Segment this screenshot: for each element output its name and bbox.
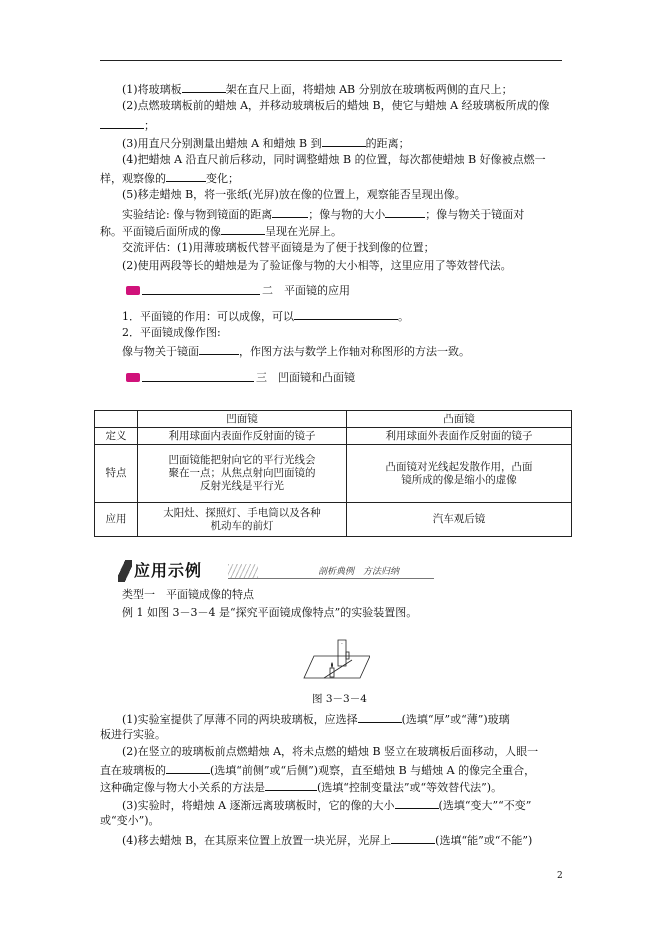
table-row-label: 特点	[95, 445, 138, 503]
table-row	[95, 428, 572, 445]
step1-text-a: (1)将玻璃板	[122, 83, 182, 96]
section2-item2: 2．平面镜成像作图:	[122, 326, 221, 339]
step3-line	[122, 135, 410, 151]
step4-blank[interactable]	[166, 170, 206, 182]
q4-blank[interactable]	[391, 832, 435, 844]
step1-text-b: 架在直尺上面，将蜡烛 AB 分别放在玻璃板两侧的直尺上；	[225, 83, 513, 96]
experiment-figure	[300, 630, 370, 686]
table-cell: 汽车观后镜	[347, 503, 572, 537]
step2-blank[interactable]	[100, 117, 144, 129]
question2-line3	[100, 779, 502, 795]
conclusion-text-b: ；像与物的大小	[308, 208, 386, 221]
table-header-concave: 凹面镜	[138, 411, 347, 428]
step4-text-a: 样，观察像的	[100, 172, 166, 185]
step5-line: (5)移走蜡烛 B，将一张纸(光屏)放在像的位置上，观察能否呈现出像。	[122, 188, 466, 201]
figure-caption: 图 3－3－4	[312, 693, 367, 705]
section-marker-icon	[126, 286, 140, 295]
q4-text-a: (4)移去蜡烛 B，在其原来位置上放置一块光屏，光屏上	[122, 834, 392, 847]
question1-line1	[122, 711, 510, 727]
section2-item2-text-a: 像与物关于镜面	[122, 345, 199, 358]
banner-rule	[228, 578, 434, 579]
section2-item2-text-b: ，作图方法与数学上作轴对称图形的方法一致。	[239, 345, 470, 358]
step3-blank[interactable]	[322, 135, 366, 147]
q2-text-c: 这种确定像与物大小关系的方法是	[100, 781, 265, 794]
example-type-label: 类型一 平面镜成像的特点	[122, 588, 254, 601]
table-row-label: 定义	[95, 428, 138, 445]
evaluation-line2: (2)使用两段等长的蜡烛是为了验证像与物的大小相等，这里应用了等效替代法。	[122, 259, 512, 272]
section-banner	[118, 558, 434, 584]
q2-blank-2[interactable]	[265, 779, 317, 791]
table-header-row	[95, 411, 572, 428]
conclusion-text-a: 实验结论: 像与物到镜面的距离	[122, 208, 273, 221]
q3-blank[interactable]	[395, 797, 439, 809]
step1-line	[122, 81, 513, 97]
section2-item1-text-b: 。	[398, 310, 409, 323]
banner-title: 应用示例	[134, 561, 203, 580]
table-cell: 太阳灶、探照灯、手电筒以及各种机动车的前灯	[138, 503, 347, 537]
table-cell: 凹面镜能把射向它的平行光线会聚在一点；从焦点射向凹面镜的反射光线是平行光	[138, 445, 347, 503]
step3-text-b: 的距离；	[365, 137, 410, 150]
question4-line1	[122, 832, 532, 848]
question3-line2: 或“变小”)。	[100, 814, 160, 827]
q2-text-b: (选填“前侧”或“后侧”)观察，直至蜡烛 B 与蜡烛 A 的像完全重合，	[210, 764, 536, 777]
step2-line1: (2)点燃玻璃板前的蜡烛 A，并移动玻璃板后的蜡烛 B，使它与蜡烛 A 经玻璃板所成的像	[122, 99, 550, 112]
step2-line2	[100, 117, 155, 133]
q3-text-b: (选填“变大”“不变”	[438, 799, 532, 812]
q1-blank[interactable]	[358, 711, 402, 723]
question2-line2	[100, 762, 535, 778]
question1-line2: 板进行实验。	[100, 728, 166, 741]
section2-item2-blank[interactable]	[199, 343, 239, 355]
banner-slogan: 剖析典例 方法归纳	[318, 567, 400, 577]
conclusion-text-c: ；像与物关于镜面对	[425, 208, 525, 221]
table-header-cell	[95, 411, 138, 428]
section2-item1-blank[interactable]	[294, 308, 398, 320]
page-number: 2	[557, 871, 563, 881]
step4-line1: (4)把蜡烛 A 沿直尺前后移动，同时调整蜡烛 B 的位置，每次都使蜡烛 B 好像被点燃一	[122, 153, 546, 166]
section3-title: 三 凹面镜和凸面镜	[256, 371, 355, 384]
q4-text-b: (选填“能”或“不能”)	[435, 834, 533, 847]
conclusion-line1	[122, 206, 524, 222]
step2-end: ；	[144, 119, 155, 132]
evaluation-line1: 交流评估：(1)用薄玻璃板代替平面镜是为了便于找到像的位置；	[122, 241, 435, 254]
step4-line2	[100, 170, 239, 186]
table-row	[95, 503, 572, 537]
header-rule	[100, 60, 562, 61]
conclusion-blank-1[interactable]	[272, 206, 308, 218]
conclusion-text-d: 称。平面镜后面所成的像	[100, 225, 221, 238]
q2-text-d: (选填“控制变量法”或“等效替代法”)。	[317, 781, 503, 794]
q1-text-b: (选填“厚”或“薄”)玻璃	[401, 713, 510, 726]
table-row-label: 应用	[95, 503, 138, 537]
section2-item1-text-a: 1．平面镜的作用：可以成像，可以	[122, 310, 294, 323]
q2-text-a: 直在玻璃板的	[100, 764, 166, 777]
step1-blank[interactable]	[182, 81, 226, 93]
step3-text-a: (3)用直尺分别测量出蜡烛 A 和蜡烛 B 到	[122, 137, 322, 150]
conclusion-line2	[100, 223, 342, 239]
section-marker-icon	[126, 373, 140, 382]
conclusion-blank-2[interactable]	[385, 206, 425, 218]
table-cell: 利用球面内表面作反射面的镜子	[138, 428, 347, 445]
table-row	[95, 445, 572, 503]
step4-text-b: 变化；	[206, 172, 239, 185]
section3-heading	[126, 371, 386, 385]
banner-slash-icon	[118, 560, 132, 582]
q2-blank-1[interactable]	[166, 762, 210, 774]
table-cell: 利用球面外表面作反射面的镜子	[347, 428, 572, 445]
q1-text-a: (1)实验室提供了厚薄不同的两块玻璃板，应选择	[122, 713, 358, 726]
banner-hatch	[228, 564, 258, 578]
section-rule	[142, 381, 254, 382]
example-intro: 例 1 如图 3－3－4 是“探究平面镜成像特点”的实验装置图。	[122, 606, 418, 619]
section2-heading	[126, 284, 356, 298]
section-rule	[142, 294, 260, 295]
svg-text:·: ·	[341, 641, 343, 648]
section2-item2-detail	[122, 343, 470, 359]
section2-item1	[122, 308, 409, 324]
table-cell: 凸面镜对光线起发散作用，凸面镜所成的像是缩小的虚像	[347, 445, 572, 503]
question3-line1	[122, 797, 531, 813]
conclusion-blank-3[interactable]	[221, 223, 265, 235]
conclusion-text-e: 呈现在光屏上。	[265, 225, 342, 238]
section2-title: 二 平面镜的应用	[262, 284, 350, 297]
question2-line1: (2)在竖立的玻璃板前点燃蜡烛 A，将未点燃的蜡烛 B 竖立在玻璃板后面移动，人眼一	[122, 745, 539, 758]
mirror-comparison-table	[94, 410, 572, 537]
q3-text-a: (3)实验时，将蜡烛 A 逐渐远离玻璃板时，它的像的大小	[122, 799, 395, 812]
mirror-setup-diagram	[300, 630, 370, 686]
table-header-convex: 凸面镜	[347, 411, 572, 428]
